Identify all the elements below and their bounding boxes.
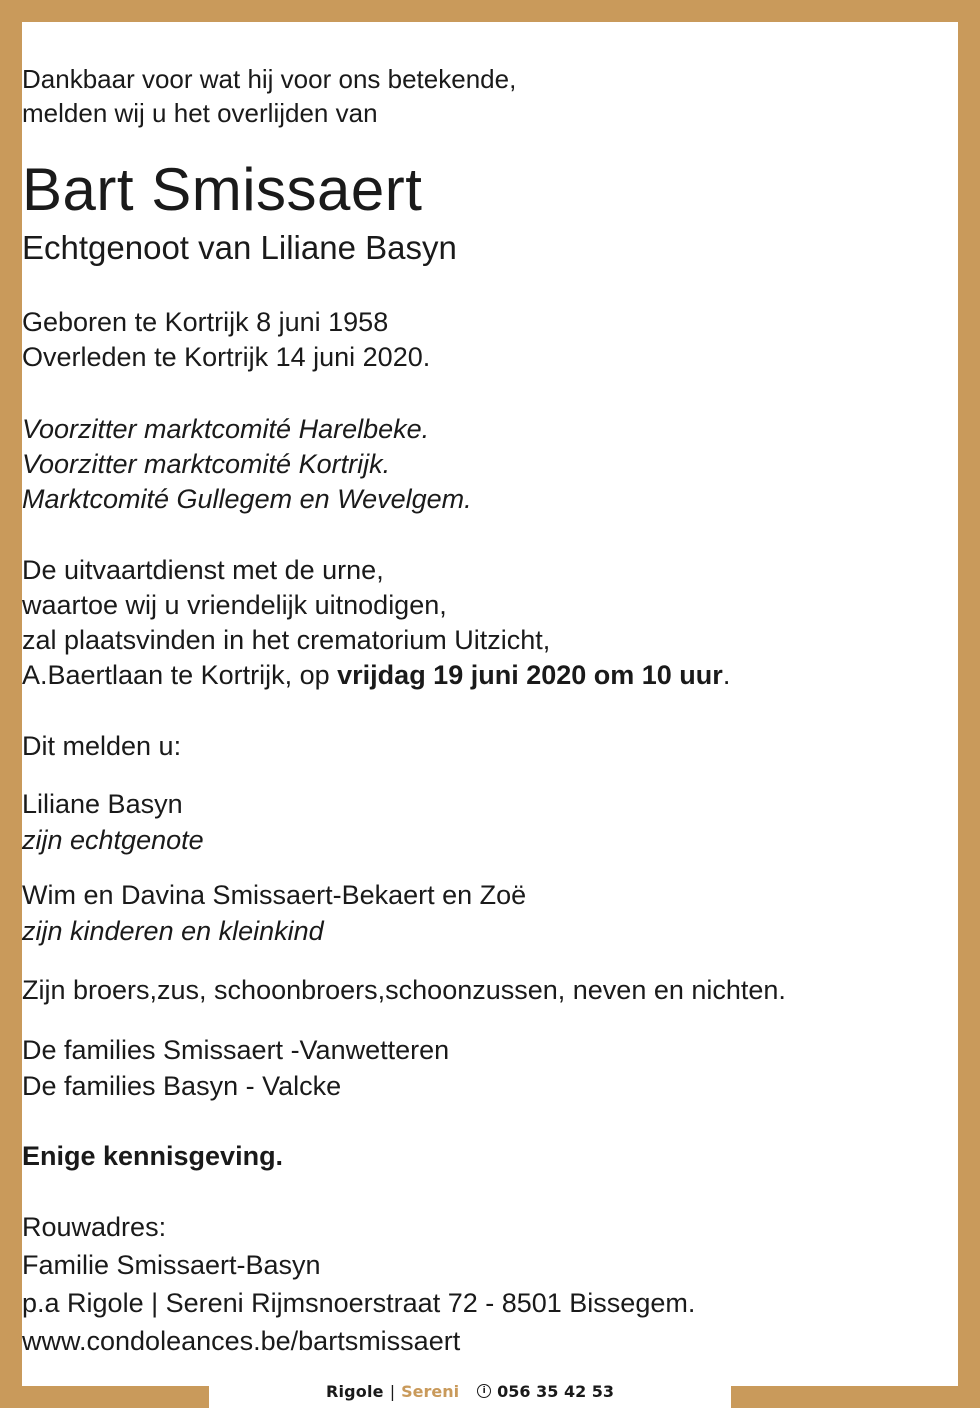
survivor-name: Wim en Davina Smissaert-Bekaert en Zoë — [22, 880, 527, 910]
family-line: De families Basyn - Valcke — [22, 1071, 342, 1101]
address-label: Rouwadres: — [22, 1212, 167, 1242]
funeral-location: A.Baertlaan te Kortrijk, op — [22, 660, 338, 690]
survivor-name: Liliane Basyn — [22, 789, 183, 819]
funeral-line-last — [22, 658, 958, 693]
condolence-link[interactable]: www.condoleances.be/bartsmissaert — [22, 1326, 461, 1356]
family-line: De families Smissaert -Vanwetteren — [22, 1035, 450, 1065]
role-line: Voorzitter marktcomité Harelbeke. — [22, 414, 430, 444]
announce-heading: Dit melden u: — [22, 731, 182, 761]
obituary-card — [22, 22, 958, 1386]
funeral-period: . — [722, 660, 731, 690]
address-family: Familie Smissaert-Basyn — [22, 1250, 321, 1280]
roles — [22, 412, 958, 517]
birth-line: Geboren te Kortrijk 8 juni 1958 — [22, 307, 389, 337]
survivor-relation: zijn kinderen en kleinkind — [22, 916, 324, 946]
death-line: Overleden te Kortrijk 14 juni 2020. — [22, 342, 431, 372]
brand-separator: | — [389, 1381, 396, 1401]
spouse-line: Echtgenoot van Liliane Basyn — [22, 229, 457, 266]
funeral-line: zal plaatsvinden in het crematorium Uitzicht, — [22, 625, 551, 655]
brand-sereni: Sereni — [401, 1381, 460, 1401]
intro-line-2: melden wij u het overlijden van — [22, 98, 378, 128]
funeral-line: waartoe wij u vriendelijk uitnodigen, — [22, 590, 447, 620]
survivor-family: Zijn broers,zus, schoonbroers,schoonzussen, neven en nichten. — [22, 975, 786, 1005]
intro-text — [22, 62, 958, 130]
address-street: p.a Rigole | Sereni Rijmsnoerstraat 72 - 8501 Bissegem. — [22, 1288, 696, 1318]
life-dates — [22, 305, 958, 375]
footer-phone: 056 35 42 53 — [497, 1381, 615, 1401]
survivor-families — [22, 1032, 958, 1104]
funeral-datetime: vrijdag 19 juni 2020 om 10 uur — [337, 660, 723, 690]
footer-brand — [209, 1374, 731, 1408]
survivor-relation: zijn echtgenote — [22, 825, 204, 855]
role-line: Marktcomité Gullegem en Wevelgem. — [22, 484, 472, 514]
funeral-line: De uitvaartdienst met de urne, — [22, 555, 384, 585]
funeral-info — [22, 553, 958, 693]
mourning-address — [22, 1208, 958, 1360]
survivor-spouse — [22, 786, 958, 858]
survivor-children — [22, 877, 958, 949]
deceased-name: Bart Smissaert — [22, 156, 423, 223]
brand-rigole: Rigole — [325, 1381, 384, 1401]
notice: Enige kennisgeving. — [22, 1141, 284, 1171]
intro-line-1: Dankbaar voor wat hij voor ons betekende, — [22, 64, 517, 94]
role-line: Voorzitter marktcomité Kortrijk. — [22, 449, 391, 479]
info-icon: i — [477, 1384, 491, 1398]
